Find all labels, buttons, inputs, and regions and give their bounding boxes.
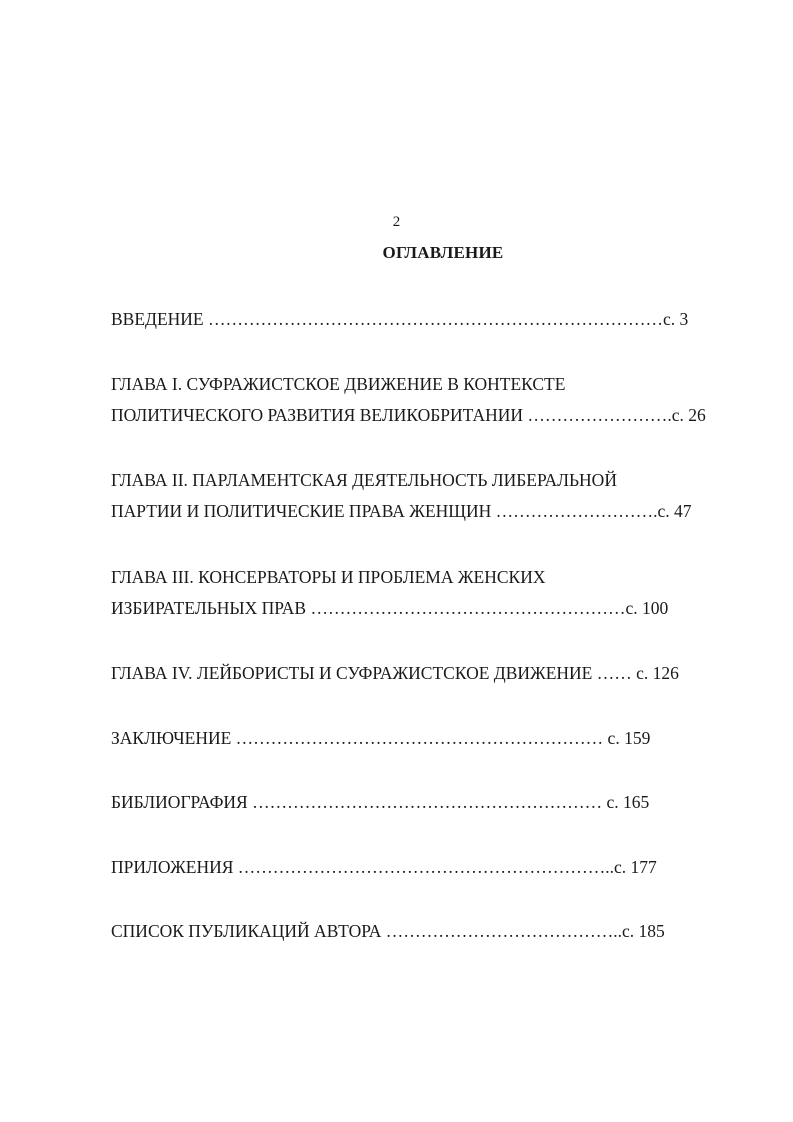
toc-title: ОГЛАВЛЕНИЕ xyxy=(382,243,504,262)
toc-entry-chapter-4: ГЛАВА IV. ЛЕЙБОРИСТЫ И СУФРАЖИСТСКОЕ ДВИЖЕНИЕ …… с. 126 xyxy=(111,663,679,683)
toc-entry-chapter-2-line-1: ГЛАВА II. ПАРЛАМЕНТСКАЯ ДЕЯТЕЛЬНОСТЬ ЛИБЕРАЛЬНОЙ xyxy=(111,470,617,490)
toc-entry-bibliography: БИБЛИОГРАФИЯ …………………………………………………… с. 165 xyxy=(111,792,650,812)
toc-entry-chapter-3-line-1: ГЛАВА III. КОНСЕРВАТОРЫ И ПРОБЛЕМА ЖЕНСКИХ xyxy=(111,567,546,587)
toc-entry-chapter-1-line-1: ГЛАВА I. СУФРАЖИСТСКОЕ ДВИЖЕНИЕ В КОНТЕКСТЕ xyxy=(111,374,566,394)
toc-entry-chapter-2-line-2: ПАРТИИ И ПОЛИТИЧЕСКИЕ ПРАВА ЖЕНЩИН ……………………….с. 47 xyxy=(111,501,692,521)
toc-entry-appendices: ПРИЛОЖЕНИЯ ………………………………………………………..с. 177 xyxy=(111,857,657,877)
toc-entry-author-publications: СПИСОК ПУБЛИКАЦИЙ АВТОРА …………………………………..с. 185 xyxy=(111,921,665,941)
toc-entry-intro: ВВЕДЕНИЕ ……………………………………………………………………с. 3 xyxy=(111,309,689,329)
page-number: 2 xyxy=(392,214,401,230)
toc-entry-chapter-1-line-2: ПОЛИТИЧЕСКОГО РАЗВИТИЯ ВЕЛИКОБРИТАНИИ …………………….с. 26 xyxy=(111,405,706,425)
toc-entry-chapter-3-line-2: ИЗБИРАТЕЛЬНЫХ ПРАВ ………………………………………………с. 100 xyxy=(111,598,669,618)
toc-entry-conclusion: ЗАКЛЮЧЕНИЕ ……………………………………………………… с. 159 xyxy=(111,728,651,748)
